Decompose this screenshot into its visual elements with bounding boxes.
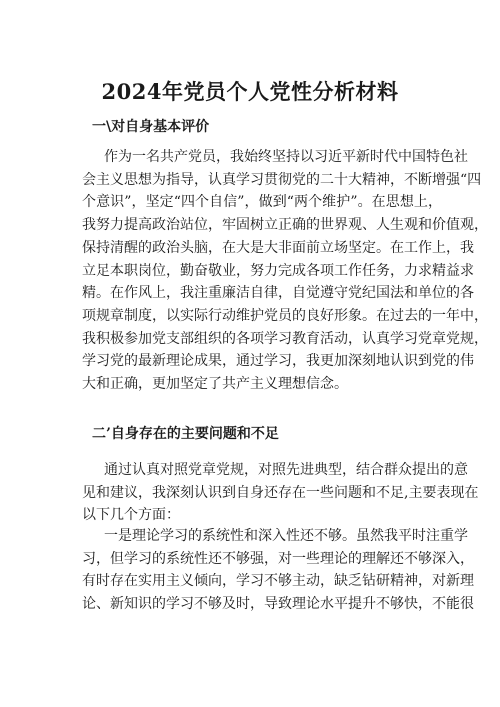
- section-heading-self-evaluation: 一\对自身基本评价: [92, 119, 210, 135]
- paragraph-line: 习，但学习的系统性还不够强，对一些理论的理解还不够深入，: [82, 550, 474, 567]
- paragraph-line: 个意识”，坚定“四个自信”，做到“两个维护”。在思想上，: [82, 194, 442, 211]
- paragraph-line: 保持清醒的政治头脑，在大是大非面前立场坚定。在工作上，我: [82, 239, 474, 256]
- document-title: 2024年党员个人党性分析材料: [101, 79, 399, 104]
- paragraph-line: 项规章制度，以实际行动维护党员的良好形象。在过去的一年中，: [82, 307, 488, 324]
- paragraph-line: 见和建议，我深刻认识到自身还存在一些问题和不足,主要表现在: [82, 484, 479, 501]
- paragraph-line: 以下几个方面：: [82, 507, 180, 524]
- paragraph-line: 学习党的最新理论成果，通过学习，我更加深刻地认识到党的伟: [82, 353, 474, 370]
- paragraph-line: 大和正确，更加坚定了共产主义理想信念。: [82, 376, 348, 393]
- paragraph-line: 我努力提高政治站位，牢固树立正确的世界观、人生观和价值观，: [82, 217, 488, 234]
- problem-point-1-paragraph: [82, 525, 474, 616]
- paragraph-line: 有时存在实用主义倾向，学习不够主动，缺乏钻研精神，对新理: [82, 573, 474, 590]
- paragraph-line: 立足本职岗位，勤奋敬业，努力完成各项工作任务，力求精益求: [82, 262, 474, 279]
- paragraph-line: 精。在作风上，我注重廉洁自律，自觉遵守党纪国法和单位的各: [82, 285, 474, 302]
- paragraph-line: 作为一名共产党员，我始终坚持以习近平新时代中国特色社: [104, 149, 468, 165]
- paragraph-line: 会主义思想为指导，认真学习贯彻党的二十大精神，不断增强“四: [82, 171, 482, 188]
- section-heading-problems: 二’自身存在的主要问题和不足: [92, 426, 279, 442]
- paragraph-line: 一是理论学习的系统性和深入性还不够。虽然我平时注重学: [104, 528, 468, 544]
- paragraph-line: 我积极参加党支部组织的各项学习教育活动，认真学习党章党规，: [82, 330, 488, 347]
- paragraph-line: 论、新知识的学习不够及时，导致理论水平提升不够快，不能很: [82, 596, 474, 613]
- problems-intro-paragraph: [82, 459, 479, 527]
- paragraph-line: 通过认真对照党章党规，对照先进典型，结合群众提出的意: [104, 462, 468, 478]
- self-evaluation-paragraph: [82, 146, 488, 396]
